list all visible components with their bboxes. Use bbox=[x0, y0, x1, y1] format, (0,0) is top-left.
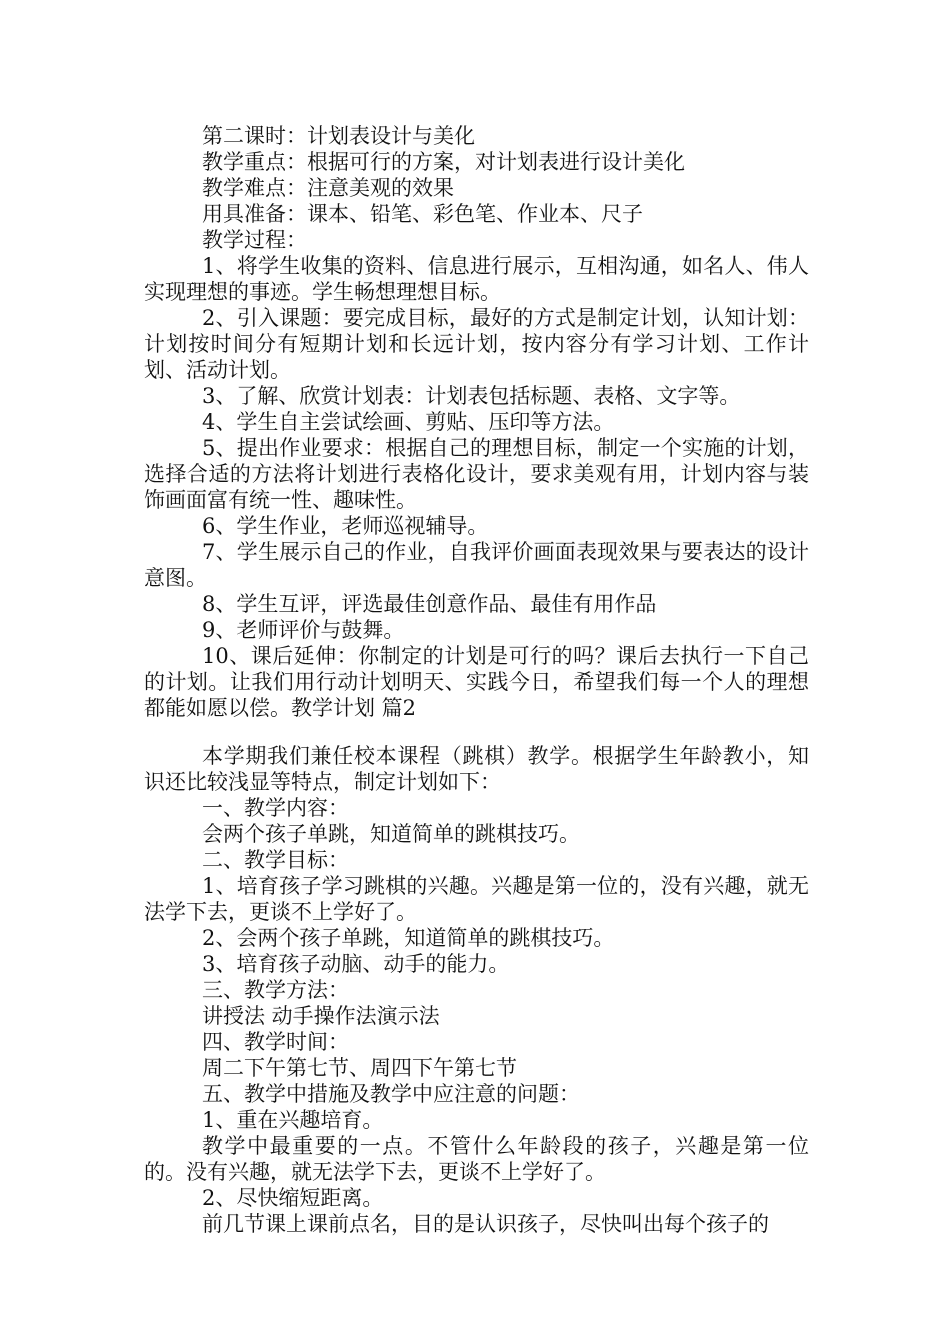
paragraph: 第二课时：计划表设计与美化 bbox=[202, 124, 475, 148]
paragraph: 1、培育孩子学习跳棋的兴趣。兴趣是第一位的，没有兴趣，就无法学下去，更谈不上学好了。 bbox=[144, 874, 809, 924]
paragraph: 四、教学时间： bbox=[202, 1030, 349, 1054]
paragraph: 教学难点：注意美观的效果 bbox=[202, 176, 454, 200]
paragraph: 9、老师评价与鼓舞。 bbox=[202, 618, 405, 642]
paragraph: 前几节课上课前点名，目的是认识孩子，尽快叫出每个孩子的 bbox=[202, 1212, 769, 1236]
paragraph: 三、教学方法： bbox=[202, 978, 349, 1002]
paragraph: 2、尽快缩短距离。 bbox=[202, 1186, 384, 1210]
paragraph: 五、教学中措施及教学中应注意的问题： bbox=[202, 1082, 580, 1106]
paragraph: 4、学生自主尝试绘画、剪贴、压印等方法。 bbox=[202, 410, 615, 434]
lesson-plan-section-1 bbox=[144, 123, 809, 721]
paragraph: 用具准备：课本、铅笔、彩色笔、作业本、尺子 bbox=[202, 202, 643, 226]
paragraph: 3、了解、欣赏计划表：计划表包括标题、表格、文字等。 bbox=[202, 384, 741, 408]
paragraph: 教学重点：根据可行的方案，对计划表进行设计美化 bbox=[202, 150, 685, 174]
paragraph: 10、课后延伸：你制定的计划是可行的吗？课后去执行一下自己的计划。让我们用行动计划明天、实践今日，希望我们每一个人的理想都能如愿以偿。教学计划 篇2 bbox=[144, 644, 809, 720]
paragraph: 二、教学目标： bbox=[202, 848, 349, 872]
paragraph: 7、学生展示自己的作业，自我评价画面表现效果与要表达的设计意图。 bbox=[144, 540, 809, 590]
paragraph: 讲授法 动手操作法演示法 bbox=[202, 1004, 440, 1028]
paragraph: 教学中最重要的一点。不管什么年龄段的孩子，兴趣是第一位的。没有兴趣，就无法学下去，更谈不上学好了。 bbox=[144, 1134, 809, 1184]
paragraph: 一、教学内容： bbox=[202, 796, 349, 820]
paragraph: 本学期我们兼任校本课程（跳棋）教学。根据学生年龄教小，知识还比较浅显等特点，制定计划如下： bbox=[144, 744, 809, 794]
paragraph: 3、培育孩子动脑、动手的能力。 bbox=[202, 952, 510, 976]
paragraph: 周二下午第七节、周四下午第七节 bbox=[202, 1056, 517, 1080]
paragraph: 1、重在兴趣培育。 bbox=[202, 1108, 384, 1132]
paragraph: 6、学生作业，老师巡视辅导。 bbox=[202, 514, 489, 538]
lesson-plan-section-2 bbox=[144, 743, 809, 1237]
paragraph: 1、将学生收集的资料、信息进行展示，互相沟通，如名人、伟人实现理想的事迹。学生畅想理想目标。 bbox=[144, 254, 809, 304]
paragraph: 教学过程： bbox=[202, 228, 307, 252]
paragraph: 2、会两个孩子单跳，知道简单的跳棋技巧。 bbox=[202, 926, 615, 950]
paragraph: 2、引入课题：要完成目标，最好的方式是制定计划，认知计划：计划按时间分有短期计划和长远计划，按内容分有学习计划、工作计划、活动计划。 bbox=[144, 306, 809, 382]
paragraph: 5、提出作业要求：根据自己的理想目标，制定一个实施的计划，选择合适的方法将计划进行表格化设计，要求美观有用，计划内容与装饰画面富有统一性、趣味性。 bbox=[144, 436, 809, 512]
paragraph: 8、学生互评，评选最佳创意作品、最佳有用作品 bbox=[202, 592, 657, 616]
paragraph: 会两个孩子单跳，知道简单的跳棋技巧。 bbox=[202, 822, 580, 846]
